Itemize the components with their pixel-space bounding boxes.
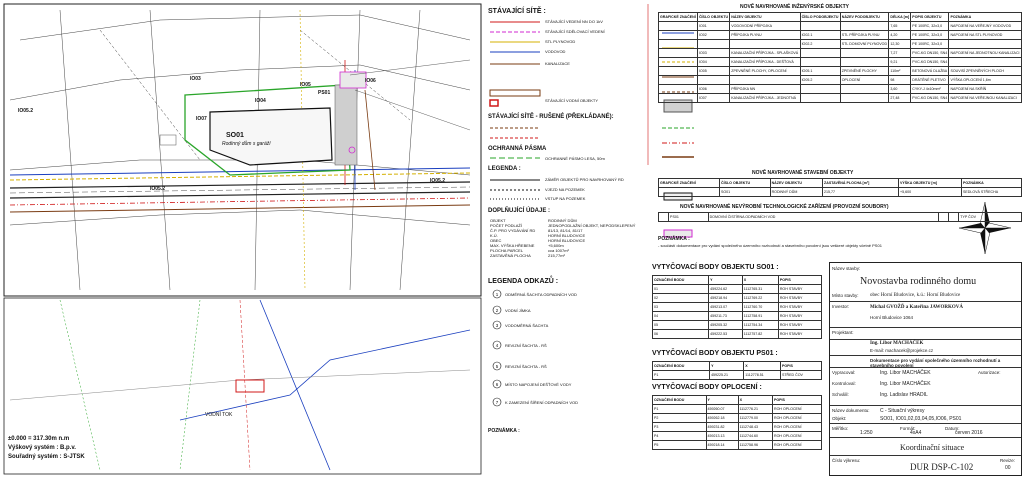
legend-detail-5: REVIZNÍ ŠACHTA - RŠ: [505, 364, 547, 369]
cell: IO03: [697, 49, 729, 58]
cell: PVC-KG DN150, SN4: [911, 49, 949, 58]
cell: KANALIZAČNÍ PŘÍPOJKA - JEDNOTNÁ: [730, 94, 800, 103]
cell: NAPOJENÍ NA VEŘEJNOU KANALIZACI: [949, 94, 1022, 103]
table-row: [659, 31, 1022, 40]
cell: PE 100RC, 32x3,0: [911, 22, 949, 31]
electric-line: [10, 198, 470, 205]
col-header: X: [738, 396, 772, 405]
col-header: POPIS OBJEKTU: [911, 13, 949, 22]
cell: ROH STAVBY: [778, 312, 821, 321]
ps01-box: [340, 72, 366, 88]
supp-val: 81/13, 81/14, 81/17: [548, 228, 583, 233]
legend-title: LEGENDA :: [488, 166, 521, 172]
cell: BETONOVÁ DLAŽBA: [911, 67, 949, 76]
engineering-table-title: NOVĚ NAVRHOVANÉ INŽENÝRSKÉ OBJEKTY: [740, 4, 849, 10]
legend-detail-3: VODOMĚRNÁ ŠACHTA: [505, 323, 549, 328]
investor-label: Investor:: [832, 304, 850, 309]
building-label: SO01: [226, 132, 244, 139]
projektant-address: E-mail: machacek@projekce.cz: [870, 348, 934, 353]
cell: ROH STAVBY: [778, 330, 821, 339]
cell: [659, 22, 698, 31]
format-value: 4xA4: [910, 430, 922, 436]
cell: [659, 58, 698, 67]
title-block: [829, 262, 1022, 476]
col-header: OZNAČENÍ BODU: [653, 362, 710, 371]
supplementary-list: [490, 218, 640, 258]
table-row: [653, 405, 822, 414]
existing-item-1: STÁVAJÍCÍ VEDENÍ NN DO 1kV: [545, 19, 603, 24]
label-io07: IO07: [196, 116, 207, 122]
table-row: [653, 432, 822, 441]
north-arrow-icon: [959, 202, 1011, 254]
cell: SOUVISÍ ZPEVNĚNÝCH PLOCH: [949, 67, 1022, 76]
cell: 1112760.70: [742, 303, 778, 312]
revision-label: Revize:: [1000, 458, 1016, 463]
label-io03: IO03: [190, 76, 201, 82]
cell: 1112757.82: [742, 330, 778, 339]
role-label: Kontroloval:: [832, 381, 856, 386]
cell: 06: [653, 330, 709, 339]
revision-value: 00: [1005, 465, 1011, 471]
legend-details-title: LEGENDA ODKAZŮ :: [488, 278, 559, 285]
cell: 01: [653, 285, 709, 294]
tech-table: [658, 212, 1022, 222]
table-row: [653, 285, 822, 294]
fence-points-table: [652, 395, 822, 450]
date-value: červen 2016: [955, 430, 983, 436]
supp-val: RODINNÝ DŮM: [548, 218, 577, 223]
coord-line-3: Souřadný systém : S-JTSK: [8, 454, 85, 460]
role-label: Schválil:: [832, 392, 849, 397]
cell: PVC-KG DN150, SN4: [911, 58, 949, 67]
cell: 459213.13: [706, 432, 738, 441]
col-header: Y: [706, 396, 738, 405]
object-label: Objekt:: [832, 416, 847, 421]
purpose-text: Dokumentace pro vydání společného územního rozhodnutí a stavebního povolení: [870, 358, 1001, 368]
cell: [840, 58, 889, 67]
cell: 459218.14: [706, 441, 738, 450]
svg-text:6: 6: [495, 382, 499, 387]
coord-line-1: ±0.000 = 317.30m n.m: [8, 436, 70, 442]
col-header: NÁZEV PODOBJEKTU: [840, 13, 889, 22]
cell: [697, 76, 729, 85]
supp-key: POČET PODLAŽÍ: [490, 223, 522, 228]
col-header: OZNAČENÍ BODU: [653, 396, 707, 405]
table-row: [653, 312, 822, 321]
cell: 459218.94: [709, 294, 743, 303]
cell: VODOVODNÍ PŘÍPOJKA: [730, 22, 800, 31]
cell: 3,60: [889, 85, 911, 94]
cell: ROH OPLOCENÍ: [772, 441, 821, 450]
engineering-table: [658, 12, 1022, 103]
role-value: Ing. Libor MACHÁČEK: [880, 381, 931, 387]
cell: [697, 40, 729, 49]
legend-item-2: VJEZD NA POZEMEK: [545, 187, 585, 192]
col-header: ČÍSLO OBJEKTU: [719, 179, 770, 188]
canceled-title: STÁVAJÍCÍ SÍTĚ - RUŠENÉ (PŘEKLÁDANÉ):: [488, 114, 614, 120]
table-row: [653, 303, 822, 312]
protection-title: OCHRANNÁ PÁSMA: [488, 146, 547, 152]
cell: STL DOMOVNÍ PLYNOVOD: [840, 40, 889, 49]
date-label: Datum:: [945, 426, 960, 431]
col-header: ČÍSLO PODOBJEKTU: [800, 13, 840, 22]
cell: NAPOJENÍ NA SKŘÍŇ: [949, 85, 1022, 94]
svg-text:7: 7: [495, 400, 499, 405]
table-row: [653, 423, 822, 432]
existing-item-2: STÁVAJÍCÍ SDĚLOVACÍ VEDENÍ: [545, 29, 605, 34]
cell: IO04: [697, 58, 729, 67]
ps01-points-table: [652, 361, 822, 380]
supp-key: PLOCHA PARCEL: [490, 248, 524, 253]
scale-value: 1:250: [860, 430, 873, 436]
label-ps01: PS01: [318, 90, 331, 96]
cell: 1112748.43: [738, 423, 772, 432]
cell: 9,21: [889, 58, 911, 67]
table-row: [659, 40, 1022, 49]
table-row: [659, 213, 1022, 222]
cell: ROH OPLOCENÍ: [772, 432, 821, 441]
cell: [659, 76, 698, 85]
table-row: [659, 49, 1022, 58]
investor-name: Michal GVOŽĎ a Kateřina JAWORKOVÁ: [870, 305, 963, 310]
label-io04: IO04: [255, 98, 266, 104]
doc-value: C - Situační výkresy: [880, 408, 925, 414]
cell: [840, 94, 889, 103]
tech-table-title: NOVĚ NAVRHOVANÉ NEVÝROBNÍ TECHNOLOGICKÉ ZAŘÍZENÍ (PROVOZNÍ SOUBORY): [680, 204, 889, 210]
sheet-title: Koordinační situace: [900, 443, 965, 452]
cell: [659, 31, 698, 40]
building-table-title: NOVĚ NAVRHOVANÉ STAVEBNÍ OBJEKTY: [752, 170, 854, 176]
label-io05: IO05: [300, 82, 311, 88]
cell: [800, 22, 840, 31]
supp-key: ZASTAVĚNÁ PLOCHA: [490, 253, 531, 258]
cell: [730, 76, 800, 85]
col-header: POZNÁMKA: [949, 13, 1022, 22]
cell: +5,600: [898, 188, 961, 197]
points-title: VYTYČOVACÍ BODY OBJEKTU SO01 :: [652, 264, 779, 271]
coord-line-2: Výškový systém : B.p.v.: [8, 445, 76, 451]
site-location: obec Horní Bludovice, k.ú.: Horní Bludovice: [870, 293, 961, 298]
cell: 459211.73: [709, 312, 743, 321]
cell: [659, 67, 698, 76]
cell: 459225.21: [710, 371, 744, 380]
cell: STŘED ČOV: [780, 371, 821, 380]
col-header: VÝŠKA OBJEKTU [m]: [898, 179, 961, 188]
col-header: POPIS: [780, 362, 821, 371]
label-road-right: IO05.2: [430, 178, 446, 184]
table-row: [659, 94, 1022, 103]
cell: [949, 40, 1022, 49]
cell: IO06: [697, 85, 729, 94]
cell: 1112769.22: [742, 294, 778, 303]
cell: SO01: [719, 188, 770, 197]
supp-val: +5,600m: [548, 243, 564, 248]
doc-label: Název dokumentu:: [832, 408, 870, 413]
svg-text:5: 5: [495, 364, 499, 369]
col-header: GRAFICKÉ ZNAČENÍ: [659, 179, 720, 188]
cell: 12,30: [889, 40, 911, 49]
table-row: [659, 67, 1022, 76]
cell: [939, 213, 949, 222]
legend-detail-1: ODMĚRNÁ ŠACHTA ODPADNÍCH VOD: [505, 292, 577, 297]
col-header: ZASTAVĚNÁ PLOCHA [m²]: [823, 179, 899, 188]
cell: IO02: [697, 31, 729, 40]
cell: KANALIZAČNÍ PŘÍPOJKA - SPLAŠKOVÁ: [730, 49, 800, 58]
table-row: [659, 85, 1022, 94]
cell: 459231.82: [706, 423, 738, 432]
cell: [840, 22, 889, 31]
table-row: [653, 371, 822, 380]
col-header: POZNÁMKA: [961, 179, 1021, 188]
cell: 459262.18: [706, 414, 738, 423]
cell: P4: [653, 432, 707, 441]
cell: 03: [653, 303, 709, 312]
cell: IO05.2: [800, 76, 840, 85]
building-table: [658, 178, 1022, 197]
cell: ROH STAVBY: [778, 294, 821, 303]
points-table: [652, 275, 822, 339]
cell: IO01: [697, 22, 729, 31]
col-header: Y: [710, 362, 744, 371]
cell: ZPEVNĚNÉ PLOCHY: [840, 67, 889, 76]
cell: 459213.07: [709, 303, 743, 312]
cell: PŘÍPOJKA PLYNU: [730, 31, 800, 40]
col-header: POPIS: [772, 396, 821, 405]
cell: IO02.1: [800, 31, 840, 40]
cell: PE 100RC, 32x3,0: [911, 31, 949, 40]
cell: NAPOJENÍ NA VEŘEJNÝ VODOVOD: [949, 22, 1022, 31]
cell: RODINNÝ DŮM: [770, 188, 822, 197]
cell: [840, 85, 889, 94]
protection-item: OCHRANNÉ PÁSMO LESA, 50m: [545, 156, 605, 161]
supp-key: MAX. VÝŠKA HŘEBENE: [490, 243, 535, 248]
label-road-mid: IO05.2: [150, 186, 166, 192]
cell: P1: [653, 405, 707, 414]
fence-points-title: VYTYČOVACÍ BODY OPLOCENÍ :: [652, 384, 762, 391]
cell: DOMOVNÍ ČISTÍRNA ODPADNÍCH VOD: [708, 213, 939, 222]
label-io06: IO06: [365, 78, 376, 84]
existing-sites-title: STÁVAJÍCÍ SÍTĚ :: [488, 8, 546, 15]
cell: PVC-KG DN150, SN4: [911, 94, 949, 103]
cell: 1112744.60: [738, 432, 772, 441]
legend-item-3: VSTUP NA POZEMEK: [545, 196, 586, 201]
cell: 459224.62: [709, 285, 743, 294]
cell: 1112758.91: [742, 312, 778, 321]
col-header: OZNAČENÍ BODU: [653, 276, 709, 285]
role-value: Ing. Ladislav HRADIL: [880, 392, 928, 398]
cell: [800, 85, 840, 94]
supp-val: HORNÍ BLUDOVICE: [548, 233, 586, 238]
cell: 27,48: [889, 94, 911, 103]
cell: P3: [653, 423, 707, 432]
col-header: Y: [709, 276, 743, 285]
cell: ROH OPLOCENÍ: [772, 405, 821, 414]
col-header: POPIS: [778, 276, 821, 285]
cell: [659, 40, 698, 49]
cell: KANALIZAČNÍ PŘÍPOJKA - DEŠŤOVÁ: [730, 58, 800, 67]
cell: VÝŠKA OPLOCENÍ 1,6m: [949, 76, 1022, 85]
cell: CYKY-J 4x10mm²: [911, 85, 949, 94]
supp-val: 215,77m²: [548, 253, 565, 258]
table-row: [659, 22, 1022, 31]
cell: NAPOJENÍ NA JEDNOTNOU KANALIZACI: [949, 49, 1022, 58]
cell: P2: [653, 414, 707, 423]
well-box: [160, 135, 176, 145]
table-note-title: POZNÁMKA :: [658, 236, 690, 242]
existing-item-4: VODOVOD: [545, 49, 566, 54]
cell: ZPEVNĚNÉ PLOCHY, OPLOCENÍ: [730, 67, 800, 76]
cell: 110m²: [889, 67, 911, 76]
cell: ROH STAVBY: [778, 321, 821, 330]
col-header: GRAFICKÉ ZNAČENÍ: [659, 13, 698, 22]
cell: 7,27: [889, 49, 911, 58]
cell: 04: [653, 312, 709, 321]
cell: 98: [889, 76, 911, 85]
cell: [840, 49, 889, 58]
cell: [800, 94, 840, 103]
existing-item-5: KANALIZACE: [545, 61, 570, 66]
cell: [949, 213, 959, 222]
supp-val: cca 1007m²: [548, 248, 569, 253]
cell: 02: [653, 294, 709, 303]
legend-detail-6: MÍSTO NAPOJENÍ DEŠŤOVÉ VODY: [505, 382, 572, 387]
paved-area: [335, 85, 357, 165]
cell: 1112776.21: [738, 405, 772, 414]
cell: 7,65: [889, 22, 911, 31]
table-row: [659, 58, 1022, 67]
cell: 4,20: [889, 31, 911, 40]
cell: PŘÍPOJKA NN: [730, 85, 800, 94]
svg-text:2: 2: [495, 308, 499, 313]
legend-detail-7: K ZAMEZENÍ ŠÍŘENÍ ODPADNÍCH VOD: [505, 400, 579, 405]
misto-label: Místo stavby:: [832, 293, 859, 298]
overview-map: [10, 300, 470, 470]
cell: PE 100RC, 32x3,0: [911, 40, 949, 49]
table-note-text: - součástí dokumentace pro vydání společného územního rozhodnutí a stavebního povolení jsou veškeré objekty včetně PS01: [658, 243, 882, 248]
project-name: Novostavba rodinného domu: [860, 276, 977, 287]
col-header: X: [742, 276, 778, 285]
legend-detail-4: REVIZNÍ ŠACHTA - RŠ: [505, 343, 547, 348]
table-row: [653, 321, 822, 330]
svg-text:1: 1: [495, 292, 499, 297]
cell: STL PŘÍPOJKA PLYNU: [840, 31, 889, 40]
table-row: [659, 76, 1022, 85]
cell: IO05.1: [800, 67, 840, 76]
role-label: Vypracoval:: [832, 370, 856, 375]
cell: 459222.53: [709, 330, 743, 339]
stavba-label: Název stavby:: [832, 266, 861, 271]
scale-label: Měřítko:: [832, 426, 849, 431]
sewer-line: [10, 205, 470, 212]
legend-note-title: POZNÁMKA :: [488, 428, 520, 434]
stream-label: VODNÍ TOK: [205, 412, 233, 418]
cell: 459205.32: [709, 321, 743, 330]
supp-key: OBJEKT: [490, 218, 506, 223]
projektant-name: Ing. Libor MACHÁČEK: [870, 341, 924, 346]
cell: DRÁTĚNÉ PLETIVO: [911, 76, 949, 85]
cell: ROH STAVBY: [778, 285, 821, 294]
cell: 215,77: [823, 188, 899, 197]
cell: [730, 40, 800, 49]
cell: 459260.07: [706, 405, 738, 414]
authorization-label: Autorizace:: [978, 370, 1001, 375]
cell: NAPOJENÍ NA STL PLYNOVOD: [949, 31, 1022, 40]
col-header: ČÍSLO OBJEKTU: [697, 13, 729, 22]
ps01-points-title: VYTYČOVACÍ BODY OBJEKTU PS01 :: [652, 350, 778, 357]
legend-item-1: ZÁMĚR OBJEKTŮ PRO NAVRHOVANÝ RD: [545, 177, 624, 182]
cell: P1: [653, 371, 710, 380]
col-header: NÁZEV OBJEKTU: [770, 179, 822, 188]
table-row: [653, 441, 822, 450]
drawing-number: DUR DSP-C-102: [910, 462, 974, 472]
cell: IO07: [697, 94, 729, 103]
col-header: DÉLKA [m]: [889, 13, 911, 22]
legend-detail-2: VODNÍ JÍMKA: [505, 308, 531, 313]
cell: 1112765.31: [742, 285, 778, 294]
existing-item-3: STL PLYNOVOD: [545, 39, 576, 44]
table-row: [659, 188, 1022, 197]
supp-key: Č.P. PRO VYDÁVÁNÍ RD: [490, 228, 536, 233]
cell: [800, 58, 840, 67]
supp-key: K.Ú.: [490, 233, 498, 238]
role-value: Ing. Libor MACHÁČEK: [880, 370, 931, 376]
cell: [659, 188, 720, 197]
supp-key: OBEC: [490, 238, 502, 243]
cell: 1112779.00: [738, 414, 772, 423]
cell: [659, 94, 698, 103]
cell: ROH OPLOCENÍ: [772, 423, 821, 432]
svg-text:3: 3: [495, 323, 499, 328]
col-header: NÁZEV OBJEKTU: [730, 13, 800, 22]
cell: [800, 49, 840, 58]
cell: IO05: [697, 67, 729, 76]
cell: [659, 213, 669, 222]
cell: PS01: [669, 213, 709, 222]
projektant-label: Projektant:: [832, 330, 854, 335]
table-row: [653, 294, 822, 303]
cell: IO02.2: [800, 40, 840, 49]
col-header: X: [744, 362, 781, 371]
cell: 1112758.96: [738, 441, 772, 450]
cell: TYP ČOV: [959, 213, 1022, 222]
cell: [949, 58, 1022, 67]
cell: OPLOCENÍ: [840, 76, 889, 85]
cell: P5: [653, 441, 707, 450]
cell: ROH OPLOCENÍ: [772, 414, 821, 423]
svg-text:4: 4: [495, 343, 499, 348]
format-label: Formát:: [900, 426, 916, 431]
object-value: SO01, IO01,02,03,04,05,IO06, PS01: [880, 416, 962, 422]
cell: SEDLOVÁ STŘECHA: [961, 188, 1021, 197]
drawing-no-label: Číslo výkresu:: [832, 458, 861, 463]
cell: ROH STAVBY: [778, 303, 821, 312]
existing-item-6: STÁVAJÍCÍ VODNÍ OBJEKTY: [545, 98, 599, 103]
building-desc: Rodinný dům s garáží: [222, 141, 271, 147]
cell: [659, 85, 698, 94]
investor-address: Horní Bludovice 1064: [870, 315, 914, 320]
supplementary-title: DOPLŇUJÍCÍ ÚDAJE :: [488, 208, 551, 214]
cell: 1112754.34: [742, 321, 778, 330]
cell: [659, 49, 698, 58]
cell: 1112778.51: [744, 371, 781, 380]
label-road-left: IO05.2: [18, 108, 34, 114]
table-row: [653, 330, 822, 339]
supp-val: JEDNOPODLAŽNÍ OBJEKT, NEPODSKLEPENÝ: [548, 223, 636, 228]
cell: 05: [653, 321, 709, 330]
table-row: [653, 414, 822, 423]
supp-val: HORNÍ BLUDOVICE: [548, 238, 586, 243]
